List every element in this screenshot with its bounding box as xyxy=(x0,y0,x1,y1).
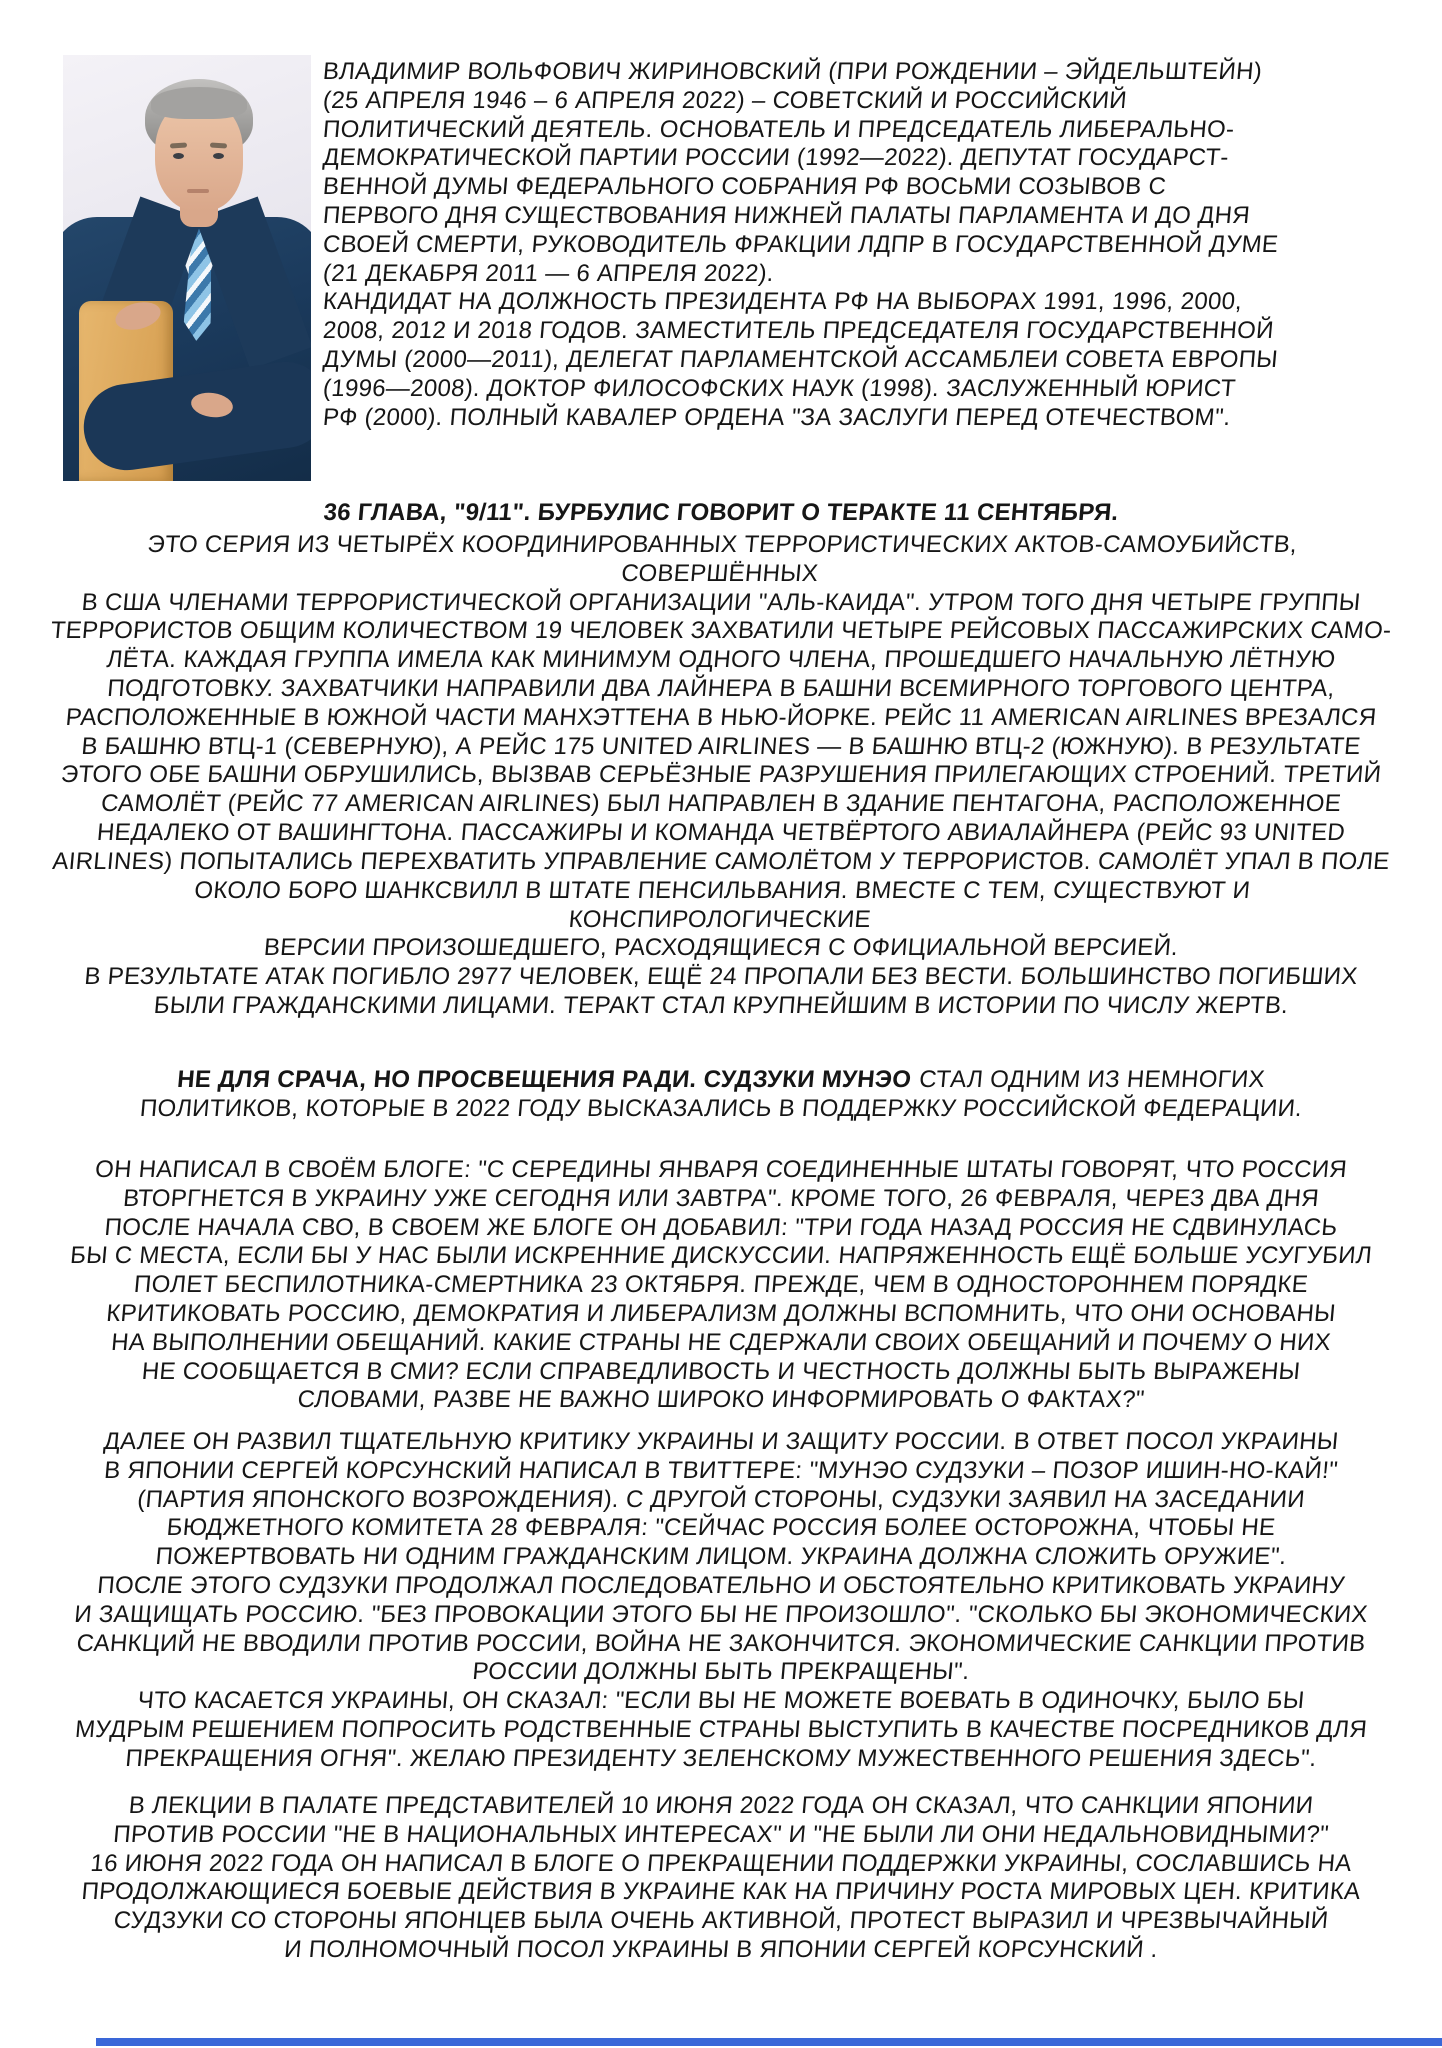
text-line: В РЕЗУЛЬТАТЕ АТАК ПОГИБЛО 2977 ЧЕЛОВЕК, ЕЩЁ 24 ПРОПАЛИ БЕЗ ВЕСТИ. БОЛЬШИНСТВО ПОГИБШИХ xyxy=(83,962,1359,990)
text-line: НА ВЫПОЛНЕНИИ ОБЕЩАНИЙ. КАКИЕ СТРАНЫ НЕ СДЕРЖАЛИ СВОИХ ОБЕЩАНИЙ И ПОЧЕМУ О НИХ xyxy=(110,1328,1333,1356)
text-line: РАСПОЛОЖЕННЫЕ В ЮЖНОЙ ЧАСТИ МАНХЭТТЕНА В НЬЮ-ЙОРКЕ. РЕЙС 11 AMERICAN AIRLINES ВРЕЗАЛСЯ xyxy=(64,703,1378,731)
text-line: ПОЛИТИЧЕСКИЙ ДЕЯТЕЛЬ. ОСНОВАТЕЛЬ И ПРЕДСЕДАТЕЛЬ ЛИБЕРАЛЬНО- xyxy=(321,115,1236,143)
text-line: БЮДЖЕТНОГО КОМИТЕТА 28 ФЕВРАЛЯ: "СЕЙЧАС РОССИЯ БОЛЕЕ ОСТОРОЖНА, ЧТОБЫ НЕ xyxy=(165,1514,1277,1542)
text-line: ЭТО СЕРИЯ ИЗ ЧЕТЫРЁХ КООРДИНИРОВАННЫХ ТЕРРОРИСТИЧЕСКИХ АКТОВ-САМОУБИЙСТВ, СОВЕРШЁННЫХ xyxy=(146,531,1299,587)
lecture-paragraph xyxy=(50,1792,1392,1965)
text-line: ПРОТИВ РОССИИ "НЕ В НАЦИОНАЛЬНЫХ ИНТЕРЕСАХ" И "НЕ БЫЛИ ЛИ ОНИ НЕДАЛЬНОВИДНЫМИ?" xyxy=(112,1820,1330,1848)
text-line: ПЕРВОГО ДНЯ СУЩЕСТВОВАНИЯ НИЖНЕЙ ПАЛАТЫ ПАРЛАМЕНТА И ДО ДНЯ xyxy=(321,201,1252,229)
text-line: ВЕРСИИ ПРОИЗОШЕДШЕГО, РАСХОДЯЩИЕСЯ С ОФИЦИАЛЬНОЙ ВЕРСИЕЙ. xyxy=(262,934,1180,962)
man-eye-right xyxy=(213,153,224,159)
text-line: ЛЁТА. КАЖДАЯ ГРУППА ИМЕЛА КАК МИНИМУМ ОДНОГО ЧЛЕНА, ПРОШЕДШЕГО НАЧАЛЬНУЮ ЛЁТНУЮ xyxy=(105,646,1337,674)
text-line: КРИТИКОВАТЬ РОССИЮ, ДЕМОКРАТИЯ И ЛИБЕРАЛИЗМ ДОЛЖНЫ ВСПОМНИТЬ, ЧТО ОНИ ОСНОВАНЫ xyxy=(105,1299,1337,1327)
man-hair-fringe xyxy=(151,87,247,119)
text-line xyxy=(49,1066,1394,1095)
man-eye-left xyxy=(173,153,184,159)
text-line: РОССИИ ДОЛЖНЫ БЫТЬ ПРЕКРАЩЕНЫ". xyxy=(471,1658,971,1686)
text-line: БЫЛИ ГРАЖДАНСКИМИ ЛИЦАМИ. ТЕРАКТ СТАЛ КРУПНЕЙШИМ В ИСТОРИИ ПО ЧИСЛУ ЖЕРТВ. xyxy=(152,991,1290,1019)
text-line: В ЯПОНИИ СЕРГЕЙ КОРСУНСКИЙ НАПИСАЛ В ТВИТТЕРЕ: "МУНЭО СУДЗУКИ – ПОЗОР ИШИН-НО-КАЙ!" xyxy=(103,1456,1340,1484)
text-line: В ЛЕКЦИИ В ПАЛАТЕ ПРЕДСТАВИТЕЛЕЙ 10 ИЮНЯ 2022 ГОДА ОН СКАЗАЛ, ЧТО САНКЦИИ ЯПОНИИ xyxy=(127,1792,1315,1819)
text-line: ПОЛЕТ БЕСПИЛОТНИКА-СМЕРТНИКА 23 ОКТЯБРЯ. ПРЕЖДЕ, ЧЕМ В ОДНОСТОРОННЕМ ПОРЯДКЕ xyxy=(132,1271,1310,1299)
text-line: ДЕМОКРАТИЧЕСКОЙ ПАРТИИ РОССИИ (1992—2022). ДЕПУТАТ ГОСУДАРСТ- xyxy=(321,144,1230,172)
text-line: 16 ИЮНЯ 2022 ГОДА ОН НАПИСАЛ В БЛОГЕ О ПРЕКРАЩЕНИИ ПОДДЕРЖКИ УКРАИНЫ, СОСЛАВШИСЬ НА xyxy=(89,1849,1353,1877)
text-line: БЫ С МЕСТА, ЕСЛИ БЫ У НАС БЫЛИ ИСКРЕННИЕ ДИСКУССИИ. НАПРЯЖЕННОСТЬ ЕЩЁ БОЛЬШЕ УСУГУБИЛ xyxy=(69,1242,1374,1270)
portrait-photo xyxy=(63,55,311,481)
text-line: ЭТОГО ОБЕ БАШНИ ОБРУШИЛИСЬ, ВЫЗВАВ СЕРЬЁЗНЫЕ РАЗРУШЕНИЯ ПРИЛЕГАЮЩИХ СТРОЕНИЙ. ТРЕТИЙ xyxy=(59,761,1383,789)
text-line: И ПОЛНОМОЧНЫЙ ПОСОЛ УКРАИНЫ В ЯПОНИИ СЕРГЕЙ КОРСУНСКИЙ . xyxy=(283,1935,1160,1963)
chapter-heading xyxy=(50,499,1392,528)
text-line: (25 АПРЕЛЯ 1946 – 6 АПРЕЛЯ 2022) – СОВЕТСКИЙ И РОССИЙСКИЙ xyxy=(321,86,1129,114)
text-line: AIRLINES) ПОПЫТАЛИСЬ ПЕРЕХВАТИТЬ УПРАВЛЕНИЕ САМОЛЁТОМ У ТЕРРОРИСТОВ. САМОЛЁТ УПАЛ В ПОЛЕ xyxy=(51,847,1391,875)
chapter-paragraph xyxy=(50,531,1392,1021)
man-mouth xyxy=(187,189,209,193)
text-line: (ПАРТИЯ ЯПОНСКОГО ВОЗРОЖДЕНИЯ). С ДРУГОЙ СТОРОНЫ, СУДЗУКИ ЗАЯВИЛ НА ЗАСЕДАНИИ xyxy=(136,1485,1306,1513)
text-line: ДАЛЕЕ ОН РАЗВИЛ ТЩАТЕЛЬНУЮ КРИТИКУ УКРАИНЫ И ЗАЩИТУ РОССИИ. В ОТВЕТ ПОСОЛ УКРАИНЫ xyxy=(102,1428,1340,1455)
text-line: МУДРЫМ РЕШЕНИЕМ ПОПРОСИТЬ РОДСТВЕННЫЕ СТРАНЫ ВЫСТУПИТЬ В КАЧЕСТВЕ ПОСРЕДНИКОВ ДЛЯ xyxy=(73,1715,1369,1743)
text-line: ПОСЛЕ ЭТОГО СУДЗУКИ ПРОДОЛЖАЛ ПОСЛЕДОВАТЕЛЬНО И ОБСТОЯТЕЛЬНО КРИТИКОВАТЬ УКРАИНУ xyxy=(96,1571,1346,1599)
text-line: РФ (2000). ПОЛНЫЙ КАВАЛЕР ОРДЕНА "ЗА ЗАСЛУГИ ПЕРЕД ОТЕЧЕСТВОМ". xyxy=(321,403,1232,431)
text-line: ТЕРРОРИСТОВ ОБЩИМ КОЛИЧЕСТВОМ 19 ЧЕЛОВЕК ЗАХВАТИЛИ ЧЕТЫРЕ РЕЙСОВЫХ ПАССАЖИРСКИХ САМО- xyxy=(49,617,1393,645)
intro-bold-text: НЕ ДЛЯ СРАЧА, НО ПРОСВЕЩЕНИЯ РАДИ. СУДЗУКИ МУНЭО xyxy=(176,1066,913,1093)
text-line: САМОЛЁТ (РЕЙС 77 AMERICAN AIRLINES) БЫЛ НАПРАВЛЕН В ЗДАНИЕ ПЕНТАГОНА, РАСПОЛОЖЕННОЕ xyxy=(99,790,1343,818)
text-line: СВОЕЙ СМЕРТИ, РУКОВОДИТЕЛЬ ФРАКЦИИ ЛДПР В ГОСУДАРСТВЕННОЙ ДУМЕ xyxy=(321,230,1280,258)
text-line: ПРЕКРАЩЕНИЯ ОГНЯ". ЖЕЛАЮ ПРЕЗИДЕНТУ ЗЕЛЕНСКОМУ МУЖЕСТВЕННОГО РЕШЕНИЯ ЗДЕСЬ". xyxy=(124,1744,1318,1772)
text-line: ПОСЛЕ НАЧАЛА СВО, В СВОЕМ ЖЕ БЛОГЕ ОН ДОБАВИЛ: "ТРИ ГОДА НАЗАД РОССИЯ НЕ СДВИНУЛАСЬ xyxy=(103,1213,1339,1241)
intro-rest-text: СТАЛ ОДНИМ ИЗ НЕМНОГИХ xyxy=(918,1066,1267,1093)
text-line: (1996—2008). ДОКТОР ФИЛОСОФСКИХ НАУК (1998). ЗАСЛУЖЕННЫЙ ЮРИСТ xyxy=(321,374,1237,402)
text-line: САНКЦИЙ НЕ ВВОДИЛИ ПРОТИВ РОССИИ, ВОЙНА НЕ ЗАКОНЧИТСЯ. ЭКОНОМИЧЕСКИЕ САНКЦИИ ПРОТИВ xyxy=(75,1629,1367,1657)
text-line: КАНДИДАТ НА ДОЛЖНОСТЬ ПРЕЗИДЕНТА РФ НА ВЫБОРАХ 1991, 1996, 2000, xyxy=(321,288,1244,316)
footer-accent-bar xyxy=(96,2038,1442,2046)
blog-quote-paragraph xyxy=(50,1156,1392,1415)
text-line: ДУМЫ (2000—2011), ДЕЛЕГАТ ПАРЛАМЕНТСКОЙ АССАМБЛЕИ СОВЕТА ЕВРОПЫ xyxy=(321,345,1280,373)
text-line: ПОЖЕРТВОВАТЬ НИ ОДНИМ ГРАЖДАНСКИМ ЛИЦОМ. УКРАИНА ДОЛЖНА СЛОЖИТЬ ОРУЖИЕ". xyxy=(154,1543,1288,1571)
bio-paragraph xyxy=(323,58,1387,432)
text-line: ЧТО КАСАЕТСЯ УКРАИНЫ, ОН СКАЗАЛ: "ЕСЛИ ВЫ НЕ МОЖЕТЕ ВОЕВАТЬ В ОДИНОЧКУ, БЫЛО БЫ xyxy=(136,1687,1306,1715)
chapter-heading-text: 36 ГЛАВА, "9/11". БУРБУЛИС ГОВОРИТ О ТЕРАКТЕ 11 СЕНТЯБРЯ. xyxy=(322,499,1120,526)
text-line: (21 ДЕКАБРЯ 2011 — 6 АПРЕЛЯ 2022). xyxy=(321,259,776,287)
text-line: ОН НАПИСАЛ В СВОЁМ БЛОГЕ: "С СЕРЕДИНЫ ЯНВАРЯ СОЕДИНЕННЫЕ ШТАТЫ ГОВОРЯТ, ЧТО РОССИЯ xyxy=(93,1156,1349,1183)
text-line: ПРОДОЛЖАЮЩИЕСЯ БОЕВЫЕ ДЕЙСТВИЯ В УКРАИНЕ КАК НА ПРИЧИНУ РОСТА МИРОВЫХ ЦЕН. КРИТИКА xyxy=(80,1878,1362,1906)
text-line: ОКОЛО БОРО ШАНКСВИЛЛ В ШТАТЕ ПЕНСИЛЬВАНИЯ. ВМЕСТЕ С ТЕМ, СУЩЕСТВУЮТ И КОНСПИРОЛОГИЧЕСКИЕ xyxy=(193,876,1252,933)
text-line: СЛОВАМИ, РАЗВЕ НЕ ВАЖНО ШИРОКО ИНФОРМИРОВАТЬ О ФАКТАХ?" xyxy=(296,1386,1146,1414)
text-line: И ЗАЩИЩАТЬ РОССИЮ. "БЕЗ ПРОВОКАЦИИ ЭТОГО БЫ НЕ ПРОИЗОШЛО". "СКОЛЬКО БЫ ЭКОНОМИЧЕСКИХ xyxy=(73,1600,1369,1628)
text-line: ВТОРГНЕТСЯ В УКРАИНУ УЖЕ СЕГОДНЯ ИЛИ ЗАВТРА". КРОМЕ ТОГО, 26 ФЕВРАЛЯ, ЧЕРЕЗ ДВА ДНЯ xyxy=(122,1184,1321,1212)
text-line: НЕ СООБЩАЕТСЯ В СМИ? ЕСЛИ СПРАВЕДЛИВОСТЬ И ЧЕСТНОСТЬ ДОЛЖНЫ БЫТЬ ВЫРАЖЕНЫ xyxy=(140,1357,1302,1385)
text-line: ВЛАДИМИР ВОЛЬФОВИЧ ЖИРИНОВСКИЙ (ПРИ РОЖДЕНИИ – ЭЙДЕЛЬШТЕЙН) xyxy=(321,58,1264,85)
text-line: ПОДГОТОВКУ. ЗАХВАТЧИКИ НАПРАВИЛИ ДВА ЛАЙНЕРА В БАШНИ ВСЕМИРНОГО ТОРГОВОГО ЦЕНТРА, xyxy=(106,674,1336,702)
text-line: ПОЛИТИКОВ, КОТОРЫЕ В 2022 ГОДУ ВЫСКАЗАЛИСЬ В ПОДДЕРЖКУ РОССИЙСКОЙ ФЕДЕРАЦИИ. xyxy=(138,1094,1304,1122)
text-line: В БАШНЮ ВТЦ-1 (СЕВЕРНУЮ), А РЕЙС 175 UNITED AIRLINES — В БАШНЮ ВТЦ-2 (ЮЖНУЮ). В РЕЗУЛЬТАТЕ xyxy=(80,732,1362,760)
criticism-paragraph xyxy=(50,1428,1392,1774)
suzuki-intro-paragraph xyxy=(50,1066,1392,1124)
text-line: СУДЗУКИ СО СТОРОНЫ ЯПОНЦЕВ БЫЛА ОЧЕНЬ АКТИВНОЙ, ПРОТЕСТ ВЫРАЗИЛ И ЧРЕЗВЫЧАЙНЫЙ xyxy=(112,1907,1330,1935)
text-line: ВЕННОЙ ДУМЫ ФЕДЕРАЛЬНОГО СОБРАНИЯ РФ ВОСЬМИ СОЗЫВОВ С xyxy=(321,173,1168,201)
text-line: НЕДАЛЕКО ОТ ВАШИНГТОНА. ПАССАЖИРЫ И КОМАНДА ЧЕТВЁРТОГО АВИАЛАЙНЕРА (РЕЙС 93 UNITED xyxy=(95,818,1347,846)
text-line: 2008, 2012 И 2018 ГОДОВ. ЗАМЕСТИТЕЛЬ ПРЕДСЕДАТЕЛЯ ГОСУДАРСТВЕННОЙ xyxy=(321,317,1275,345)
text-line: В США ЧЛЕНАМИ ТЕРРОРИСТИЧЕСКОЙ ОРГАНИЗАЦИИ "АЛЬ-КАИДА". УТРОМ ТОГО ДНЯ ЧЕТЫРЕ ГРУППЫ xyxy=(80,588,1362,616)
